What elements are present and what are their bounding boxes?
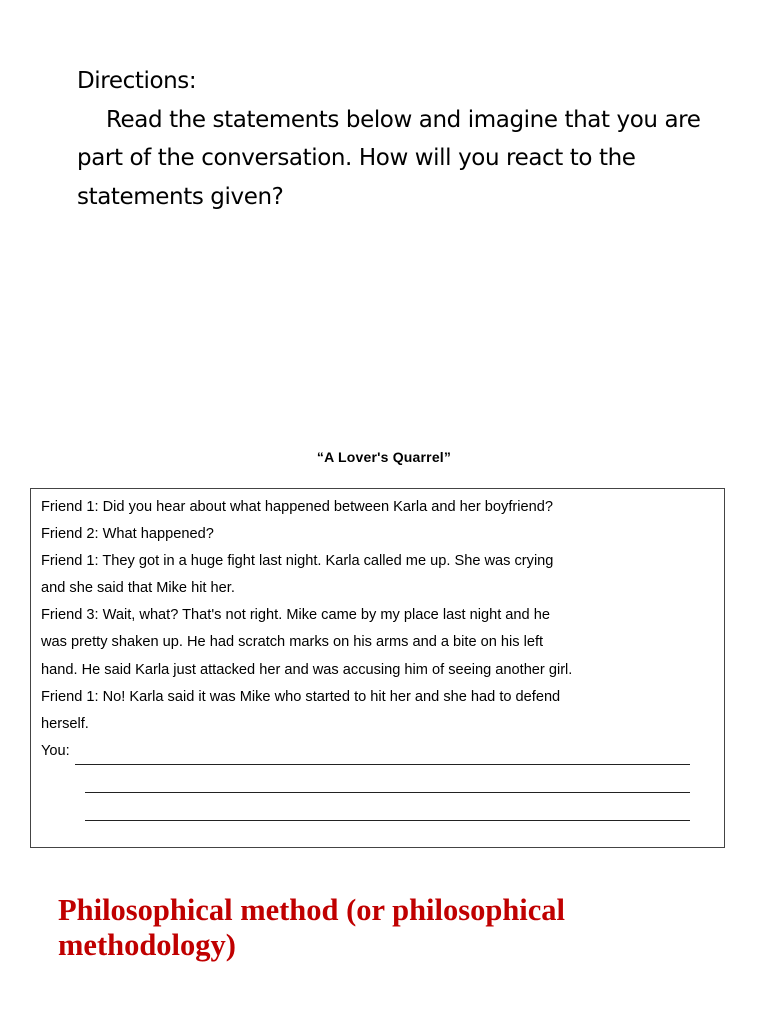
dialogue-line: Friend 3: Wait, what? That's not right. Mike came by my place last night and he <box>41 607 550 624</box>
worksheet-title: “A Lover's Quarrel” <box>316 449 452 465</box>
dialogue-line: Friend 1: Did you hear about what happened between Karla and her boyfriend? <box>41 499 553 515</box>
directions-label: Directions: <box>77 68 197 94</box>
dialogue-line: hand. He said Karla just attacked her and was accusing him of seeing another girl. <box>41 661 573 678</box>
you-label: You: <box>41 742 70 759</box>
dialogue-line: Friend 1: No! Karla said it was Mike who started to hit her and she had to defend <box>41 688 561 705</box>
dialogue-box <box>30 488 725 848</box>
dialogue-line: was pretty shaken up. He had scratch marks on his arms and a bite on his left <box>41 634 544 651</box>
answer-blank-line[interactable] <box>75 744 690 765</box>
answer-blank-line[interactable] <box>85 776 690 793</box>
dialogue-line: herself. <box>41 715 89 732</box>
dialogue-line: Friend 1: They got in a huge fight last night. Karla called me up. She was crying <box>41 553 554 570</box>
dialogue-line: and she said that Mike hit her. <box>41 580 235 597</box>
section-heading: Philosophical method (or philosophical methodology) <box>58 893 566 962</box>
dialogue-line: Friend 2: What happened? <box>41 526 214 543</box>
answer-blank-line[interactable] <box>85 804 690 821</box>
answer-row <box>41 738 718 765</box>
directions-text: Read the statements below and imagine that you are part of the conversation. How will you react to the statements given? <box>77 106 701 210</box>
directions <box>77 62 717 216</box>
